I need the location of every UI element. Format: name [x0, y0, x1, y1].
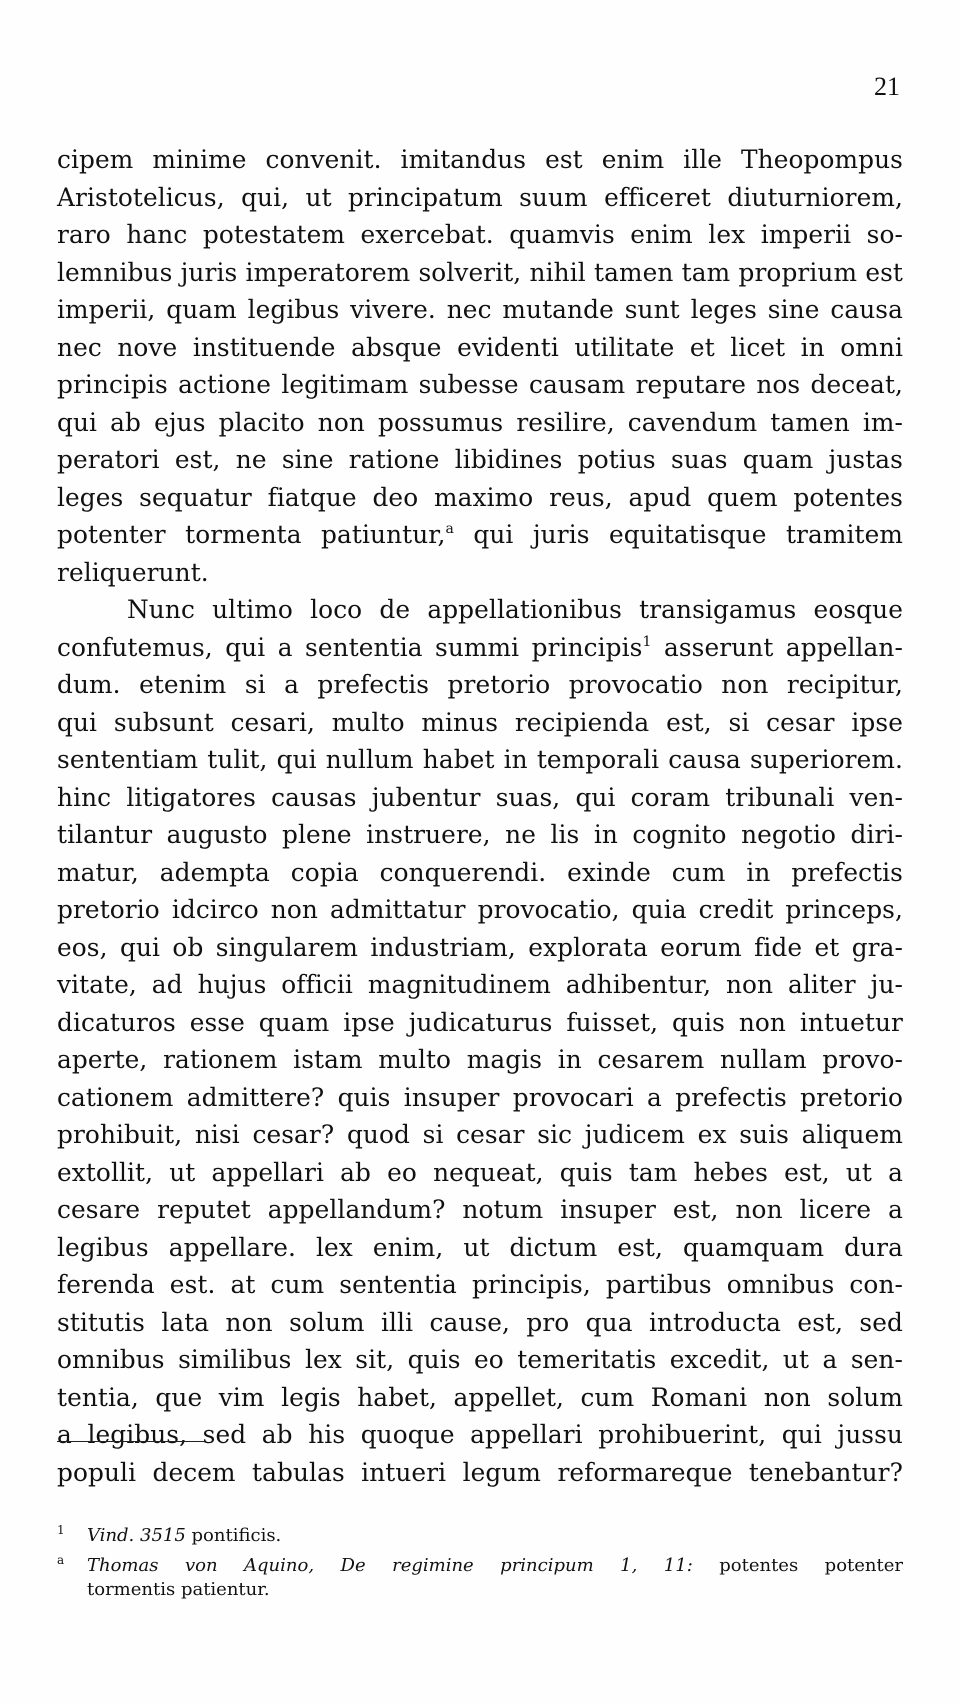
text-line: cesare reputet appellandum? notum insuper est, non licere a [57, 1195, 903, 1224]
text-line: vitate, ad hujus officii magnitudinem adhibentur, non aliter ju- [57, 970, 903, 999]
text-line: legibus appellare. lex enim, ut dictum est, quamquam dura [57, 1232, 903, 1262]
text-line: imperii, quam legibus vivere. nec mutande sunt leges sine causa [57, 295, 903, 324]
text-line: dicaturos esse quam ipse judicaturus fuisset, quis non intuetur [57, 1007, 903, 1037]
text-line: Nunc ultimo loco de appellationibus transigamus eosque [127, 595, 903, 624]
text-line: tilantur augusto plene instruere, ne lis in cognito negotio diri- [57, 820, 903, 849]
page-number: 21 [874, 72, 900, 101]
text-line: tentia, que vim legis habet, appellet, cum Romani non solum [57, 1382, 903, 1412]
text-line [57, 516, 903, 554]
paragraph [57, 591, 903, 1491]
footnote-a [57, 1545, 903, 1575]
footnote-text: potentes potenter [692, 1555, 904, 1576]
footnote-continuation: tormentis patientur. [87, 1579, 270, 1600]
text-line: sententiam tulit, qui nullum habet in temporali causa superiorem. [57, 745, 903, 774]
footnote-author: Thomas von Aquino, [87, 1555, 315, 1576]
footnote-reference[interactable]: a [445, 521, 454, 537]
text-line: Aristotelicus, qui, ut principatum suum efficeret diuturniorem, [57, 182, 903, 212]
text-segment: potenter tormenta patiuntur, [57, 520, 446, 549]
text-line [57, 629, 903, 667]
footnote-reference[interactable]: 1 [642, 633, 652, 650]
text-line: cipem minime convenit. imitandus est enim ille Theopompus [57, 145, 903, 174]
text-line: hinc litigatores causas jubentur suas, qui coram tribunali ven- [57, 782, 903, 812]
text-line: matur, adempta copia conquerendi. exinde cum in prefectis [57, 857, 903, 887]
text-line: qui ab ejus placito non possumus resilire, cavendum tamen im- [57, 407, 903, 437]
text-line: eos, qui ob singularem industriam, explorata eorum fide et gra- [57, 932, 903, 962]
text-line: prohibuit, nisi cesar? quod si cesar sic judicem ex suis aliquem [57, 1120, 903, 1149]
text-line: qui subsunt cesari, multo minus recipienda est, si cesar ipse [57, 707, 903, 737]
text-line: populi decem tabulas intueri legum reformareque tenebantur? [57, 1457, 903, 1487]
footnote-text: pontificis. [185, 1525, 282, 1546]
footnote-separator [57, 1441, 205, 1442]
footnote-source: Vind. 3515 [87, 1525, 186, 1546]
text-segment: confutemus, qui a sententia summi principis [57, 632, 643, 662]
text-segment: asserunt appellan- [651, 632, 903, 662]
footnotes [57, 1515, 903, 1605]
paragraph [57, 141, 903, 591]
text-line: lemnibus juris imperatorem solverit, nihil tamen tam proprium est [57, 257, 903, 287]
text-line: principis actione legitimam subesse causam reputare nos deceat, [57, 370, 903, 399]
text-line: omnibus similibus lex sit, quis eo temeritatis excedit, ut a sen- [57, 1345, 903, 1374]
footnote-mark: 1 [57, 1523, 65, 1537]
text-line: stitutis lata non solum illi cause, pro qua introducta est, sed [57, 1307, 903, 1337]
text-line: leges sequatur fiatque deo maximo reus, apud quem potentes [57, 482, 903, 512]
footnote-1 [57, 1515, 903, 1545]
text-line: nec nove instituende absque evidenti utilitate et licet in omni [57, 332, 903, 362]
footnote-mark: a [57, 1553, 65, 1567]
main-text [57, 141, 903, 1491]
text-line: reliquerunt. [57, 557, 209, 587]
text-line: aperte, rationem istam multo magis in cesarem nullam provo- [57, 1045, 903, 1074]
text-line: extollit, ut appellari ab eo nequeat, quis tam hebes est, ut a [57, 1157, 903, 1187]
text-line: cationem admittere? quis insuper provocari a prefectis pretorio [57, 1082, 903, 1112]
text-line: dum. etenim si a prefectis pretorio provocatio non recipitur, [57, 670, 903, 699]
text-line: peratori est, ne sine ratione libidines potius suas quam justas [57, 445, 903, 474]
text-line: ferenda est. at cum sententia principis, partibus omnibus con- [57, 1270, 903, 1299]
footnote-source: De regimine principum 1, 11: [340, 1555, 693, 1576]
text-segment: qui juris equitatisque tramitem [453, 520, 903, 549]
text-line: raro hanc potestatem exercebat. quamvis enim lex imperii so- [57, 220, 903, 249]
text-line: a legibus, sed ab his quoque appellari prohibuerint, qui jussu [57, 1420, 903, 1449]
text-line: pretorio idcirco non admittatur provocatio, quia credit princeps, [57, 895, 903, 924]
